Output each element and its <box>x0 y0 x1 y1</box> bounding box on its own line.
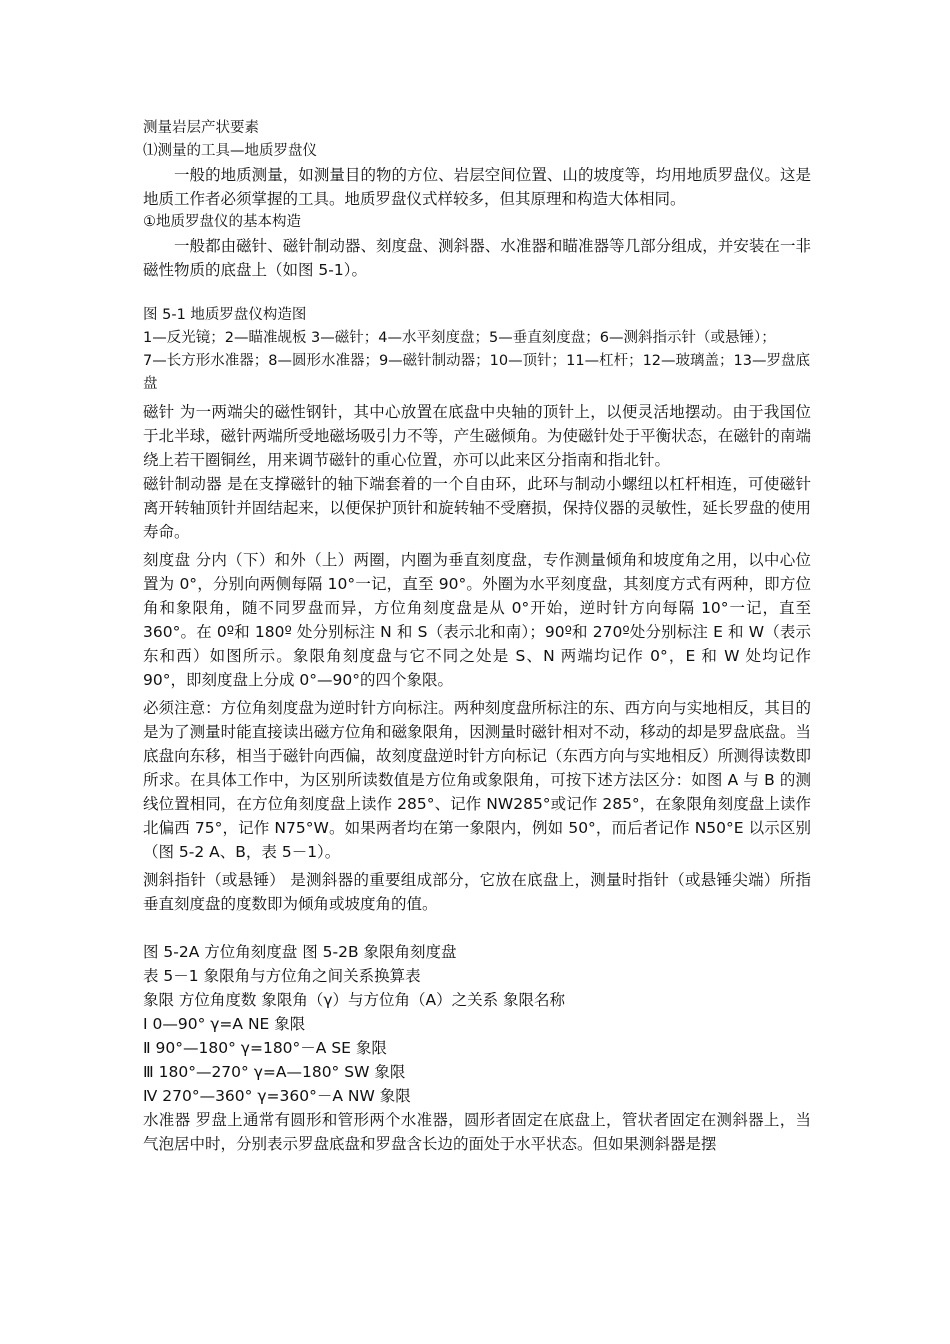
table-row: Ⅳ 270°—360° γ=360°－A NW 象限 <box>143 1087 411 1105</box>
level-paragraph: 水准器 罗盘上通常有圆形和管形两个水准器，圆形者固定在底盘上，管状者固定在测斜器上，当气泡居中时，分别表示罗盘底盘和罗盘含长边的面处于水平状态。但如果测斜器是摆 <box>143 1111 811 1153</box>
structure-paragraph: 一般都由磁针、磁针制动器、刻度盘、测斜器、水准器和瞄准器等几部分组成，并安装在一非磁性物质的底盘上（如图 5-1）。 <box>143 237 811 279</box>
dial-paragraph: 刻度盘 分内（下）和外（上）两圈，内圈为垂直刻度盘，专作测量倾角和坡度角之用，以中心位置为 0°，分别向两侧每隔 10°一记，直至 90°。外圈为水平刻度盘，其刻度方式有两种，即方位角和象限角，随不同罗盘而异，方位角刻度盘是从 0°开始，逆时针方向每隔 10°一记，直至 360°。在 0º和 180º 处分别标注 N 和 S（表示北和南）；90º和 270º处分别标注 E 和 W（表示东和西）如图所示。象限角刻度盘与它不同之处是 S、N 两端均记作 0°，E 和 W 处均记作 90°，即刻度盘上分成 0°—90°的四个象限。 <box>143 551 811 689</box>
document-body <box>143 117 811 1156</box>
figure-caption-5-1: 图 5-1 地质罗盘仪构造图 <box>143 307 307 323</box>
doc-title: 测量岩层产状要素 <box>143 120 259 136</box>
spacer <box>143 282 811 304</box>
table-row: Ⅱ 90°—180° γ=180°－A SE 象限 <box>143 1039 387 1057</box>
brake-paragraph: 磁针制动器 是在支撑磁针的轴下端套着的一个自由环，此环与制动小螺纽以杠杆相连，可使磁针离开转轴顶针并固结起来，以便保护顶针和旋转轴不受磨损，保持仪器的灵敏性，延长罗盘的使用寿命。 <box>143 475 811 541</box>
subsection-heading: ①地质罗盘仪的基本构造 <box>143 214 301 230</box>
needle-paragraph: 磁针 为一两端尖的磁性钢针，其中心放置在底盘中央轴的顶针上，以便灵活地摆动。由于我国位于北半球，磁针两端所受地磁场吸引力不等，产生磁倾角。为使磁针处于平衡状态，在磁针的南端绕上若干圈铜丝，用来调节磁针的重心位置，亦可以此来区分指南和指北针。 <box>143 403 811 469</box>
note-paragraph: 必须注意：方位角刻度盘为逆时针方向标注。两种刻度盘所标注的东、西方向与实地相反，其目的是为了测量时能直接读出磁方位角和磁象限角，因测量时磁针相对不动，移动的却是罗盘底盘。当底盘向东移，相当于磁针向西偏，故刻度盘逆时针方向标记（东西方向与实地相反）所测得读数即所求。在具体工作中，为区别所读数值是方位角或象限角，可按下述方法区分：如图 A 与 B 的测线位置相同，在方位角刻度盘上读作 285°、记作 NW285°或记作 285°，在象限角刻度盘上读作北偏西 75°，记作 N75°W。如果两者均在第一象限内，例如 50°，而后者记作 N50°E 以示区别（图 5-2 A、B，表 5－1）。 <box>143 699 811 861</box>
table-row: Ⅲ 180°—270° γ=A—180° SW 象限 <box>143 1063 406 1081</box>
figure-legend-line-1: 1—反光镜；2—瞄准觇板 3—磁针；4—水平刻度盘；5—垂直刻度盘；6—测斜指示针（或悬锤）； <box>143 330 776 346</box>
table-title: 表 5－1 象限角与方位角之间关系换算表 <box>143 967 421 985</box>
inclinometer-paragraph: 测斜指针（或悬锤） 是测斜器的重要组成部分，它放在底盘上，测量时指针（或悬锤尖端）所指垂直刻度盘的度数即为倾角或坡度角的值。 <box>143 871 811 913</box>
figure-legend-line-2: 7—长方形水准器；8—圆形水准器；9—磁针制动器；10—顶针；11—杠杆；12—玻璃盖；13—罗盘底盘 <box>143 353 810 392</box>
table-row: Ⅰ 0—90° γ=A NE 象限 <box>143 1015 306 1033</box>
section-heading: ⑴测量的工具—地质罗盘仪 <box>143 143 317 159</box>
figure-caption-5-2: 图 5-2A 方位角刻度盘 图 5-2B 象限角刻度盘 <box>143 943 457 961</box>
spacer <box>143 916 811 940</box>
intro-paragraph: 一般的地质测量，如测量目的物的方位、岩层空间位置、山的坡度等，均用地质罗盘仪。这是地质工作者必须掌握的工具。地质罗盘仪式样较多，但其原理和构造大体相同。 <box>143 166 811 208</box>
table-header: 象限 方位角度数 象限角（γ）与方位角（A）之关系 象限名称 <box>143 991 566 1009</box>
